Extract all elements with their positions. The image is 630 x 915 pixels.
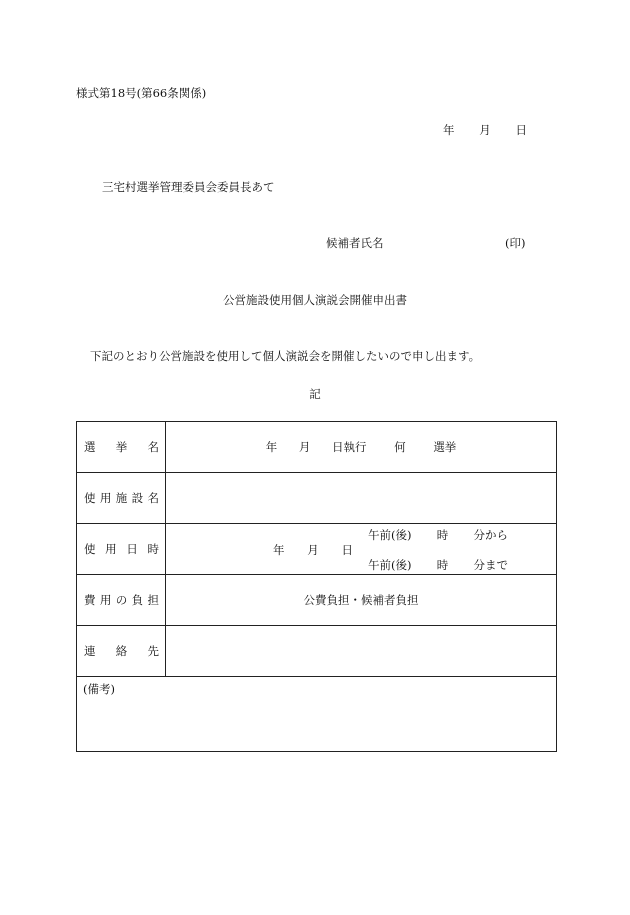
election-value[interactable]: 年 月 日執行 何 選挙 — [166, 422, 557, 473]
end-time: 午前(後) 時 分まで — [368, 558, 508, 572]
facility-value[interactable] — [166, 473, 557, 524]
remarks-field[interactable] — [77, 677, 557, 752]
document-title: 公営施設使用個人演説会開催申出書 — [223, 293, 407, 307]
ki-heading: 記 — [309, 387, 321, 401]
cost-value[interactable]: 公費負担・候補者負担 — [166, 575, 557, 626]
remarks-label: (備考) — [83, 682, 115, 696]
application-form-table — [76, 421, 557, 752]
facility-row — [77, 473, 557, 524]
seal-mark: (印) — [505, 236, 526, 250]
submission-date — [443, 122, 527, 138]
datetime-row — [77, 524, 557, 575]
date-day-label: 日 — [515, 123, 527, 137]
datetime-label: 使 用 日 時 — [77, 524, 166, 575]
cost-row — [77, 575, 557, 626]
candidate-name-label: 候補者氏名 — [326, 236, 384, 250]
use-date: 年 月 日 — [273, 543, 353, 557]
election-row — [77, 422, 557, 473]
contact-value[interactable] — [166, 626, 557, 677]
remarks-row — [77, 677, 557, 752]
form-number: 様式第18号(第66条関係) — [76, 86, 207, 100]
date-year-label: 年 — [443, 123, 455, 137]
contact-label: 連 絡 先 — [77, 626, 166, 677]
contact-row — [77, 626, 557, 677]
election-label: 選 挙 名 — [77, 422, 166, 473]
cost-label: 費 用 の 負 担 — [77, 575, 166, 626]
facility-label: 使 用 施 設 名 — [77, 473, 166, 524]
body-text: 下記のとおり公営施設を使用して個人演説会を開催したいので申し出ます。 — [90, 349, 481, 363]
date-month-label: 月 — [479, 123, 491, 137]
start-time: 午前(後) 時 分から — [368, 528, 508, 542]
datetime-value[interactable] — [166, 524, 557, 575]
addressee: 三宅村選挙管理委員会委員長あて — [102, 180, 275, 194]
